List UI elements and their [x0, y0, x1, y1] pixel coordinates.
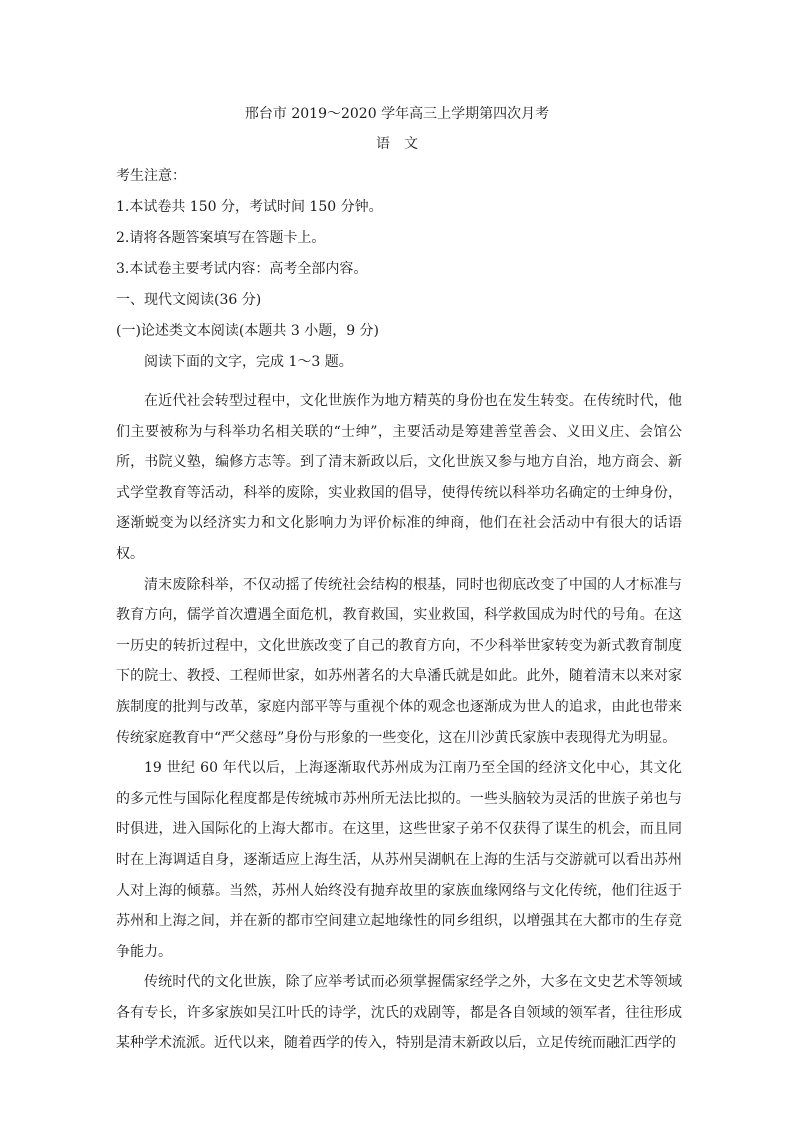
reading-instruction: 阅读下面的文字，完成 1～3 题。 — [144, 354, 353, 370]
exam-title: 邢台市 2019～2020 学年高三上学期第四次月考 — [244, 106, 550, 122]
passage-paragraph: 传统时代的文化世族，除了应举考试而必须掌握儒家经学之外，大多在文史艺术等领域各有专长，许多家族如吴江叶氏的诗学，沈氏的戏剧等，都是各自领域的领军者，往往形成某种学术流派。近代以来，随着西学的传入，特别是清末新政以后，立足传统而融汇西学的 — [116, 974, 682, 1052]
notice-item-3: 3.本试卷主要考试内容：高考全部内容。 — [116, 261, 368, 277]
section-subtitle: (一)论述类文本阅读(本题共 3 小题，9 分) — [116, 323, 380, 339]
notice-item-1: 1.本试卷共 150 分，考试时间 150 分钟。 — [116, 199, 383, 215]
passage-paragraph: 在近代社会转型过程中，文化世族作为地方精英的身份也在发生转变。在传统时代，他们主要被称为与科举功名相关联的“士绅”，主要活动是筹建善堂善会、义田义庄、会馆公所，书院义塾，编修方志等。到了清末新政以后，文化世族又参与地方自治，地方商会、新式学堂教育等活动，科举的废除，实业救国的倡导，使得传统以科举功名确定的士绅身份，逐渐蜕变为以经济实力和文化影响力为评价标准的绅商，他们在社会活动中有很大的话语权。 — [116, 393, 682, 562]
passage-paragraph: 19 世纪 60 年代以后，上海逐渐取代苏州成为江南乃至全国的经济文化中心，其文化的多元性与国际化程度都是传统城市苏州所无法比拟的。一些头脑较为灵活的世族子弟也与时俱进，进入国际化的上海大都市。在这里，这些世家子弟不仅获得了谋生的机会，而且同时在上海调适自身，逐渐适应上海生活，从苏州吴湖帆在上海的生活与交游就可以看出苏州人对上海的倾慕。当然，苏州人始终没有抛弃故里的家族血缘网络与文化传统，他们往返于苏州和上海之间，并在新的都市空间建立起地缘性的同乡组织，以增强其在大都市的生存竞争能力。 — [116, 760, 682, 960]
section-title: 一、现代文阅读(36 分) — [116, 292, 262, 308]
exam-subject: 语文 — [376, 136, 432, 152]
passage-paragraph: 清末废除科举，不仅动摇了传统社会结构的根基，同时也彻底改变了中国的人才标准与教育方向，儒学首次遭遇全面危机，教育救国，实业救国，科学救国成为时代的号角。在这一历史的转折过程中，文化世族改变了自己的教育方向，不少科举世家转变为新式教育制度下的院士、教授、工程师世家，如苏州著名的大阜潘氏就是如此。此外，随着清末以来对家族制度的批判与改革，家庭内部平等与重视个体的观念也逐渐成为世人的追求，由此也带来传统家庭教育中“严父慈母”身份与形象的一些变化，这在川沙黄氏家族中表现得尤为明显。 — [116, 576, 682, 746]
notice-heading: 考生注意： — [116, 168, 186, 184]
reading-passage — [116, 386, 682, 1059]
notice-item-2: 2.请将各题答案填写在答题卡上。 — [116, 230, 326, 246]
